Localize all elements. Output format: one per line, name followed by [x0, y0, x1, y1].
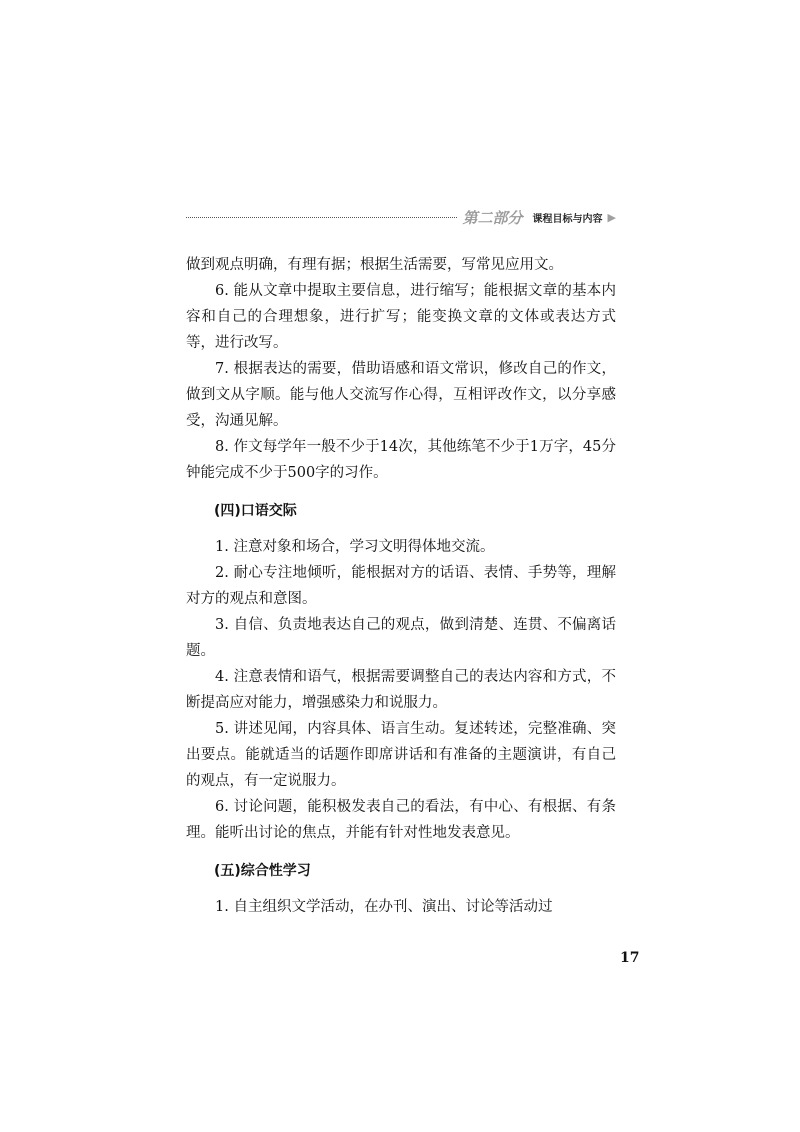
oral-item-3: 3. 自信、负责地表达自己的观点，做到清楚、连贯、不偏离话题。	[186, 617, 616, 659]
oral-item-2: 2. 耐心专注地倾听，能根据对方的话语、表情、手势等，理解对方的观点和意图。	[186, 565, 616, 607]
page-body	[186, 252, 616, 920]
oral-item-1: 1. 注意对象和场合，学习文明得体地交流。	[215, 539, 495, 555]
writing-item-6: 6. 能从文章中提取主要信息，进行缩写；能根据文章的基本内容和自己的合理想象，进行扩写；能变换文章的文体或表达方式等，进行改写。	[186, 283, 616, 351]
header-dotted-rule	[186, 217, 457, 218]
oral-item-4: 4. 注意表情和语气，根据需要调整自己的表达内容和方式，不断提高应对能力，增强感染力和说服力。	[186, 669, 616, 711]
comprehensive-item-1: 1. 自主组织文学活动，在办刊、演出、讨论等活动过	[215, 899, 553, 915]
triangle-right-icon: ▶	[607, 210, 616, 224]
oral-item-5: 5. 讲述见闻，内容具体、语言生动。复述转述，完整准确、突出要点。能就适当的话题作即席讲话和有准备的主题演讲，有自己的观点，有一定说服力。	[186, 721, 616, 789]
writing-item-8: 8. 作文每学年一般不少于14次，其他练笔不少于1万字，45分钟能完成不少于500字的习作。	[186, 439, 616, 481]
lead-paragraph: 做到观点明确，有理有据；根据生活需要，写常见应用文。	[186, 257, 563, 273]
page-number: 17	[620, 950, 640, 966]
header-section-title: 课程目标与内容	[532, 213, 603, 225]
running-header	[186, 206, 616, 228]
writing-item-7: 7. 根据表达的需要，借助语感和语文常识，修改自己的作文，做到文从字顺。能与他人交流写作心得，互相评改作文，以分享感受，沟通见解。	[186, 361, 616, 429]
section-heading-oral-communication: (四)口语交际	[214, 503, 297, 519]
oral-item-6: 6. 讨论问题，能积极发表自己的看法，有中心、有根据、有条理。能听出讨论的焦点，并能有针对性地发表意见。	[186, 799, 616, 841]
section-heading-comprehensive-learning: (五)综合性学习	[214, 863, 311, 879]
header-part-title: 第二部分	[462, 208, 523, 227]
